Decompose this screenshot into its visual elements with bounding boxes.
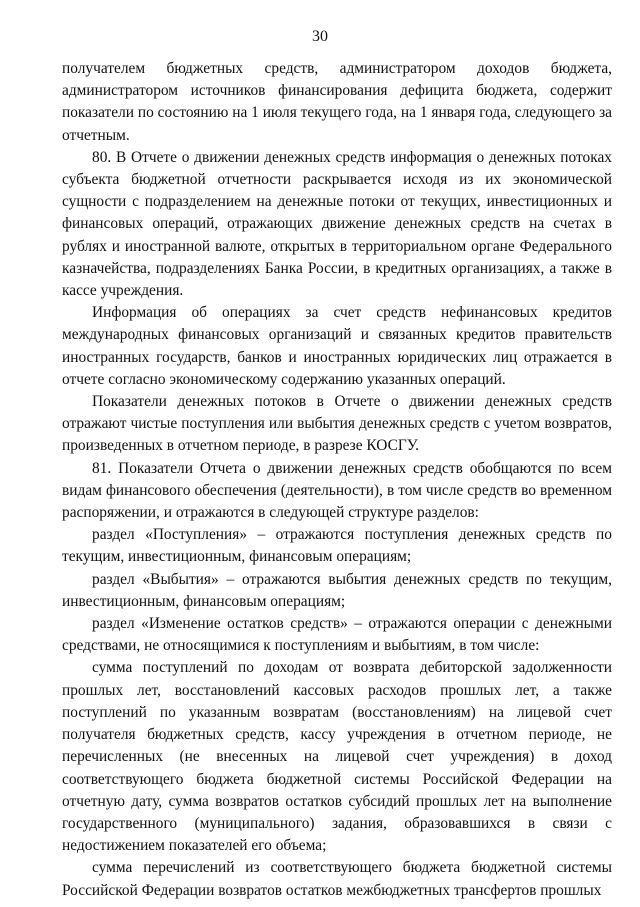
paragraph: Информация об операциях за счет средств нефинансовых кредитов международных финансовых организаций и связанных кредитов правительств иностранных государств, банков и иностранных юридических лиц отражается в отчете согласно экономическому содержанию указанных операций. — [62, 304, 612, 388]
paragraph: сумма поступлений по доходам от возврата дебиторской задолженности прошлых лет, восстановлений кассовых расходов прошлых лет, а также поступлений по указанным возвратам (восстановлениям) на лицевой счет получателя бюджетных средств, кассу учреждения в отчетном периоде, не перечисленных (не внесенных на лицевой счет учреждения) в доход соответствующего бюджета бюджетной системы Российской Федерации на отчетную дату, сумма возвратов остатков субсидий прошлых лет на выполнение государственного (муниципального) задания, образовавшихся в связи с недостижением показателей его объема; — [62, 659, 612, 855]
paragraph: раздел «Изменение остатков средств» – отражаются операции с денежными средствами, не относящимися к поступлениям и выбытиям, в том числе: — [62, 615, 612, 655]
page-number: 30 — [312, 28, 328, 45]
paragraph: сумма перечислений из соответствующего бюджета бюджетной системы Российской Федерации возвратов остатков межбюджетных трансфертов прошлых — [62, 859, 612, 899]
document-body — [62, 58, 612, 902]
paragraph: Показатели денежных потоков в Отчете о движении денежных средств отражают чистые поступления или выбытия денежных средств с учетом возвратов, произведенных в отчетном периоде, в разрезе КОСГУ. — [62, 393, 612, 455]
paragraph: раздел «Выбытия» – отражаются выбытия денежных средств по текущим, инвестиционным, финансовым операциям; — [62, 570, 612, 610]
paragraph: раздел «Поступления» – отражаются поступления денежных средств по текущим, инвестиционным, финансовым операциям; — [62, 526, 612, 566]
paragraph: 80. В Отчете о движении денежных средств информация о денежных потоках субъекта бюджетной отчетности раскрывается исходя из их экономической сущности с подразделением на денежные потоки от текущих, инвестиционных и финансовых операций, отражающих движение денежных средств на счетах в рублях и иностранной валюте, открытых в территориальном органе Федерального казначейства, подразделениях Банка России, в кредитных организациях, а также в кассе учреждения. — [62, 148, 612, 300]
paragraph: получателем бюджетных средств, администратором доходов бюджета, администратором источников финансирования дефицита бюджета, содержит показатели по состоянию на 1 июля текущего года, на 1 января года, следующего за отчетным. — [62, 60, 612, 144]
paragraph: 81. Показатели Отчета о движении денежных средств обобщаются по всем видам финансового обеспечения (деятельности), в том числе средств во временном распоряжении, и отражаются в следующей структуре разделов: — [62, 459, 612, 522]
